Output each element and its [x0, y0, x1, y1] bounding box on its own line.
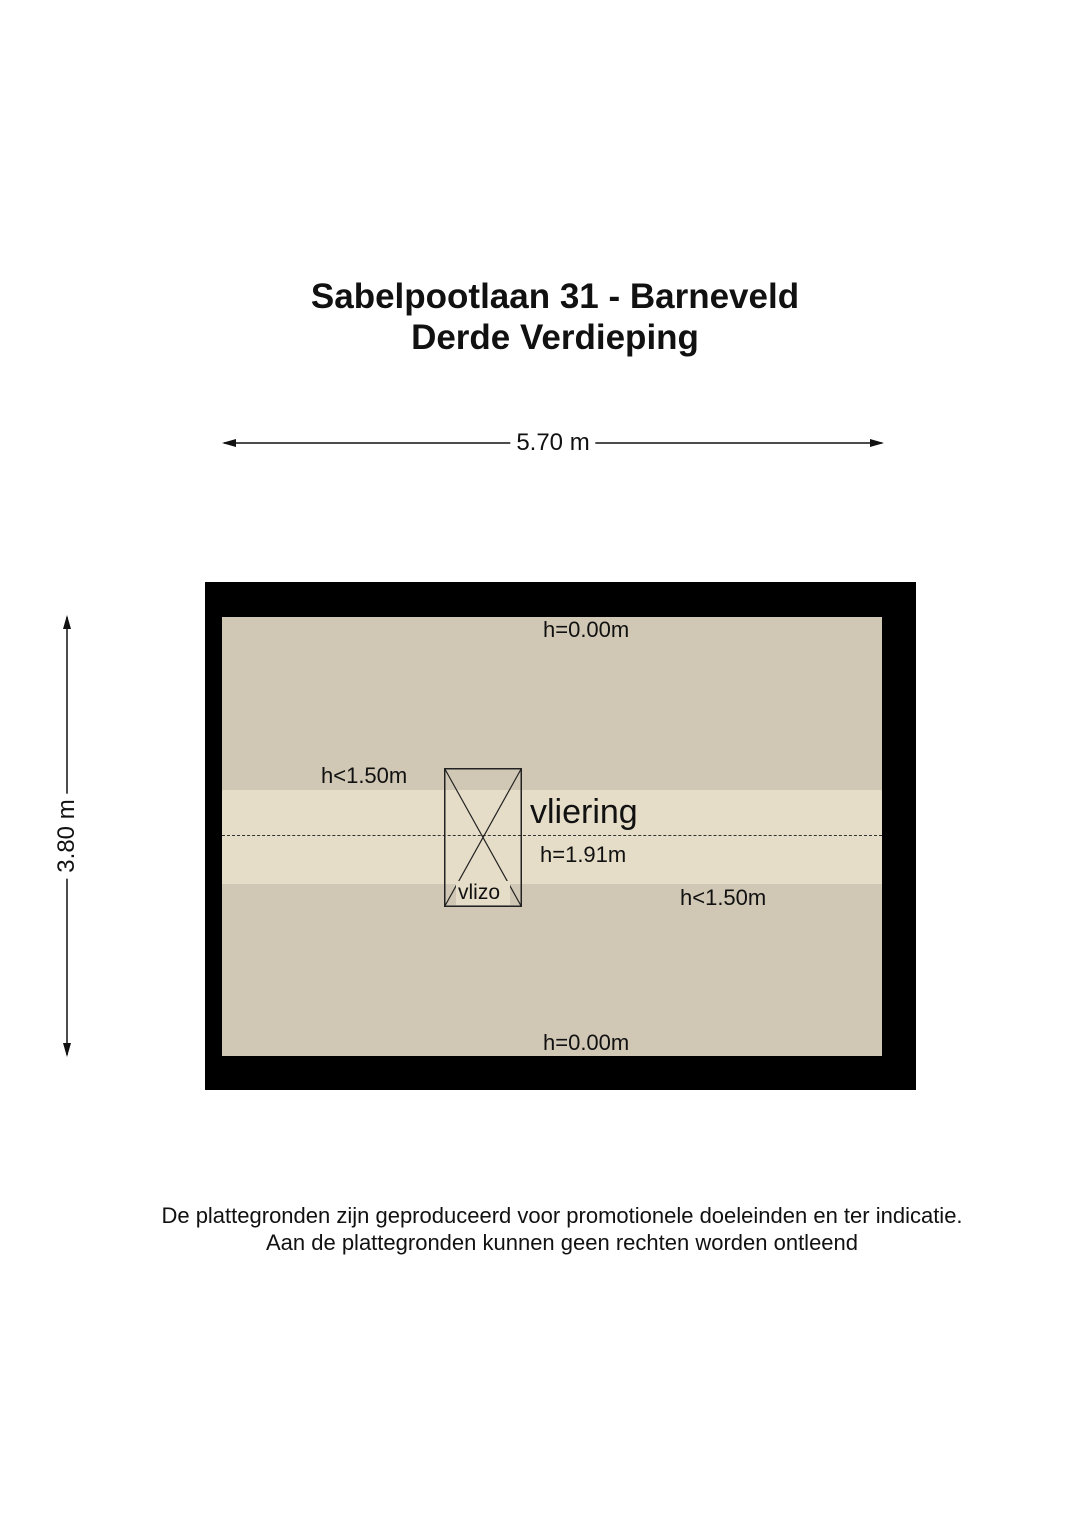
width-arrow-right-icon: [870, 439, 884, 447]
disclaimer-line-1: De plattegronden zijn geproduceerd voor promotionele doeleinden en ter indicatie.: [161, 1203, 963, 1228]
height-label-bottom: h=0.00m: [543, 1030, 630, 1055]
height-label-ridge: h=1.91m: [540, 842, 627, 867]
floor-plan: [205, 582, 916, 1090]
width-arrow-left-icon: [222, 439, 236, 447]
depth-arrow-top-icon: [63, 615, 71, 629]
height-label-right: h<1.50m: [680, 885, 767, 910]
room-label: vliering: [530, 793, 638, 831]
depth-dimension-label: 3.80 m: [53, 793, 81, 878]
hatch-label: vlizo: [458, 881, 501, 904]
depth-arrow-bottom-icon: [63, 1043, 71, 1057]
height-label-top: h=0.00m: [543, 617, 630, 642]
attic-floor-area: [222, 617, 882, 1056]
height-label-left: h<1.50m: [321, 763, 408, 788]
floor-name: Derde Verdieping: [411, 318, 699, 357]
page-title: Sabelpootlaan 31 - Barneveld: [310, 277, 800, 316]
ridge-line: [222, 835, 882, 836]
width-dimension-label: 5.70 m: [510, 429, 595, 457]
disclaimer-line-2: Aan de plattegronden kunnen geen rechten worden ontleend: [265, 1230, 859, 1255]
